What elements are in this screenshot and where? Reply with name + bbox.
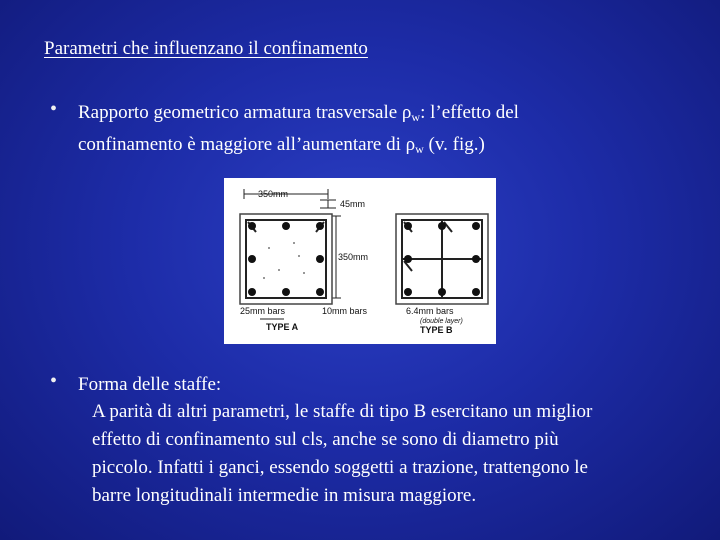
label-a-ties: 10mm bars — [322, 306, 368, 316]
bullet2-line: barre longitudinali intermedie in misura maggiore. — [92, 485, 477, 506]
bullet2-heading: Forma delle staffe: — [78, 374, 222, 395]
bullet-marker-2: • — [50, 370, 58, 392]
stirrup-figure — [224, 178, 496, 344]
label-b-note: (double layer) — [420, 318, 463, 325]
bullet1-line2: confinamento è maggiore all’aumentare di $\rho_w$ (v. fig.) — [78, 134, 485, 156]
bullet2-line: effetto di confinamento sul cls, anche se sono di diametro più — [92, 429, 559, 450]
dim-height-label: 350mm — [338, 252, 369, 262]
slide-title: Parametri che influenzano il confinamento — [44, 38, 368, 59]
label-b-bars: 6.4mm bars — [406, 306, 454, 316]
stirrup-diagram — [224, 178, 496, 344]
bullet-marker-1: • — [50, 98, 58, 120]
rho-symbol: ρ — [401, 102, 412, 123]
label-a-bars: 25mm bars — [240, 306, 286, 316]
dim-spacing-label: 45mm — [340, 199, 366, 209]
bullet2-line: A parità di altri parametri, le staffe di tipo B esercitano un miglior — [92, 401, 593, 422]
dim-width-label: 350mm — [258, 189, 289, 199]
rho-subscript: w — [415, 142, 424, 156]
bullet2-line: piccolo. Infatti i ganci, essendo soggetti a trazione, trattengono le — [92, 457, 588, 478]
bullet-text-1 — [78, 99, 519, 163]
rho-symbol: ρ — [405, 134, 416, 155]
type-b-label: TYPE B — [420, 325, 453, 335]
type-a-label: TYPE A — [266, 322, 299, 332]
rho-subscript: w — [411, 110, 421, 124]
bullet-text-2 — [92, 398, 592, 510]
bullet1-line1: Rapporto geometrico armatura trasversale $\rho_w$: l’effetto del — [78, 102, 519, 124]
